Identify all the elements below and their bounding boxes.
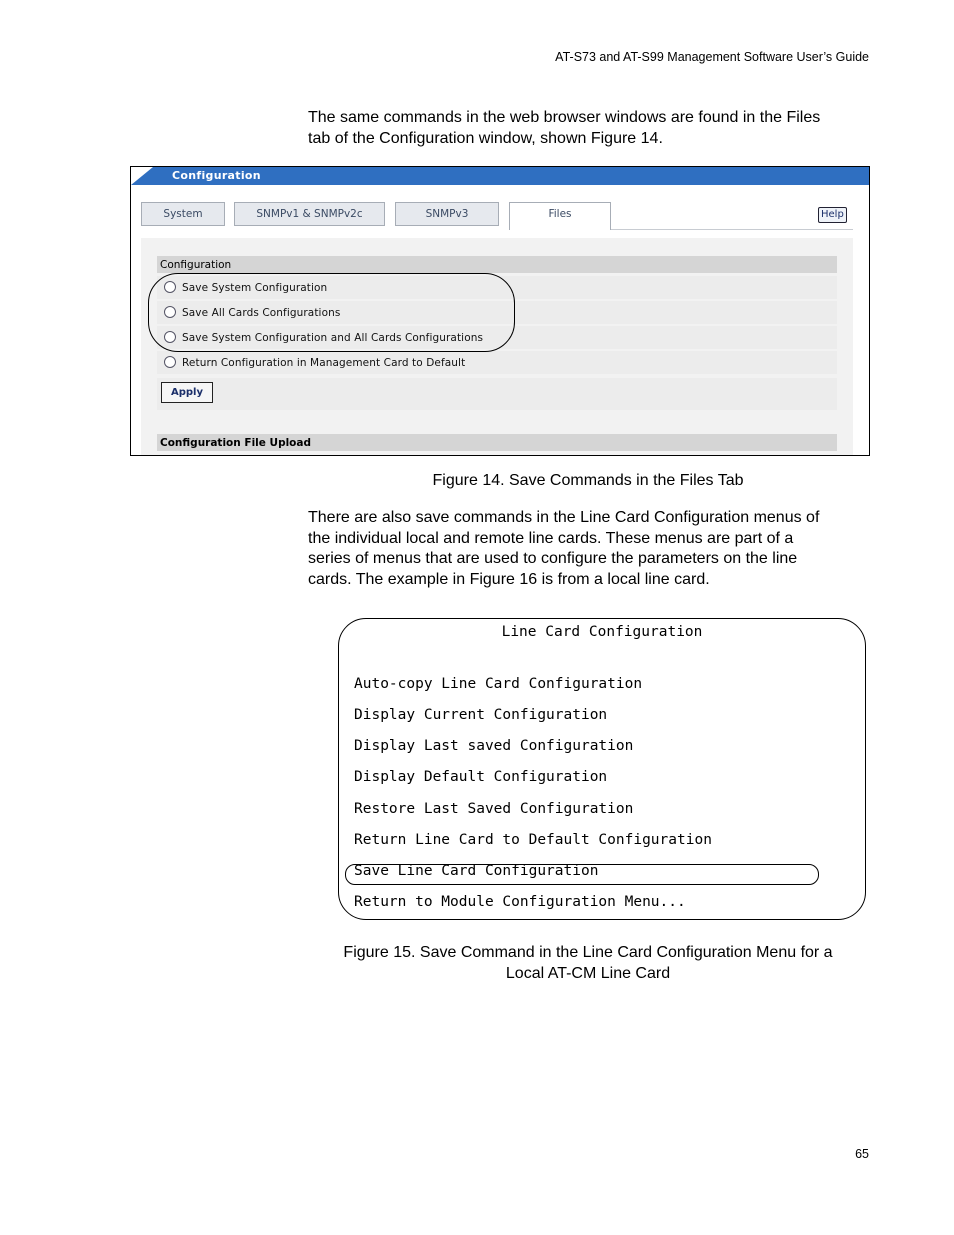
body-line-2: the individual local and remote line cards. These menus are part of a [308, 529, 794, 547]
figure-15-caption [308, 943, 868, 984]
window-title-bar [131, 167, 869, 185]
intro-paragraph [308, 108, 868, 149]
menu-item-return-to-module-menu[interactable]: Return to Module Configuration Menu... [354, 894, 686, 910]
tab-snmpv1-v2c[interactable]: SNMPv1 & SNMPv2c [234, 202, 385, 226]
figure-14-screenshot [130, 166, 870, 456]
menu-item-restore-last-saved[interactable]: Restore Last Saved Configuration [354, 801, 634, 817]
menu-item-display-default[interactable]: Display Default Configuration [354, 769, 608, 785]
menu-title: Line Card Configuration [501, 624, 703, 640]
window-title: Configuration [172, 169, 261, 182]
figure-14-caption: Figure 14. Save Commands in the Files Tab [432, 472, 744, 489]
menu-item-display-last-saved[interactable]: Display Last saved Configuration [354, 738, 634, 754]
tab-system[interactable]: System [141, 202, 225, 226]
body-paragraph [308, 508, 868, 590]
body-line-3: series of menus that are used to configure the parameters on the line [308, 550, 798, 567]
option-label: Save All Cards Configurations [182, 307, 341, 319]
help-button[interactable]: Help [818, 207, 847, 223]
page-number: 65 [855, 1147, 869, 1161]
body-line-4: cards. The example in Figure 16 is from a local line card. [308, 570, 710, 588]
intro-line-1: The same commands in the web browser windows are found in the Files [308, 109, 821, 126]
menu-item-return-line-card-default[interactable]: Return Line Card to Default Configuration [354, 832, 712, 848]
option-return-default[interactable] [157, 351, 837, 374]
menu-item-display-current[interactable]: Display Current Configuration [354, 707, 608, 723]
tab-divider [611, 229, 853, 230]
menu-item-auto-copy[interactable]: Auto-copy Line Card Configuration [354, 676, 643, 692]
running-header: AT-S73 and AT-S99 Management Software User’s Guide [555, 50, 869, 64]
menu-item-save-line-card[interactable]: Save Line Card Configuration [354, 863, 599, 879]
figure-15-terminal-menu [338, 618, 866, 920]
tab-snmpv3[interactable]: SNMPv3 [395, 202, 499, 226]
body-line-1: There are also save commands in the Line Card Configuration menus of [308, 509, 820, 526]
radio-button-icon[interactable] [164, 356, 176, 368]
figure-15-caption-line-2: Local AT-CM Line Card [505, 964, 671, 982]
option-label: Save System Configuration [182, 282, 328, 294]
highlight-oval [148, 273, 515, 352]
apply-button[interactable]: Apply [161, 382, 213, 403]
option-label: Save System Configuration and All Cards Configurations [182, 332, 484, 344]
option-label: Return Configuration in Management Card to Default [182, 357, 466, 369]
figure-15-caption-line-1: Figure 15. Save Command in the Line Card Configuration Menu for a [343, 944, 833, 961]
section-header-configuration: Configuration [157, 256, 837, 273]
intro-line-2: tab of the Configuration window, shown Figure 14. [308, 129, 663, 147]
apply-row [157, 378, 837, 410]
section-header-file-upload: Configuration File Upload [157, 434, 837, 451]
tab-files[interactable]: Files [509, 202, 611, 230]
